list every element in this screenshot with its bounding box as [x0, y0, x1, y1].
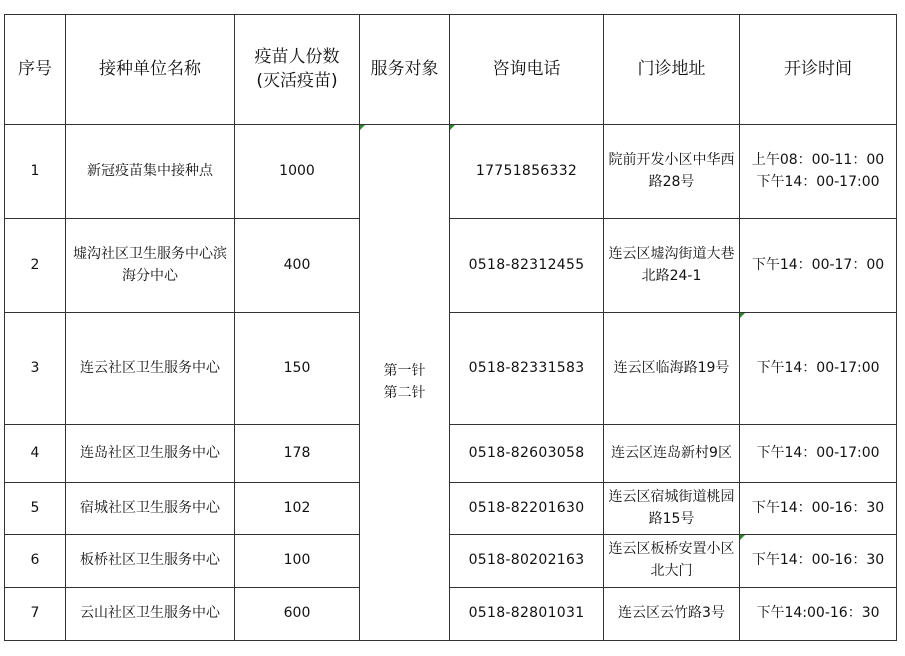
cell-hours: 下午14:00-16：30 — [740, 588, 897, 641]
cell-unit-name: 连岛社区卫生服务中心 — [66, 425, 235, 483]
cell-unit-name: 墟沟社区卫生服务中心滨海分中心 — [66, 219, 235, 313]
cell-address: 院前开发小区中华西路28号 — [604, 125, 740, 219]
cell-index: 2 — [5, 219, 66, 313]
service-target-line1: 第一针 — [383, 362, 426, 379]
cell-phone: 0518-82801031 — [450, 588, 604, 641]
cell-corner-mark — [360, 125, 365, 130]
table-row — [5, 313, 897, 425]
cell-phone — [450, 125, 604, 219]
cell-index: 4 — [5, 425, 66, 483]
cell-doses: 150 — [235, 313, 360, 425]
cell-unit-name: 云山社区卫生服务中心 — [66, 588, 235, 641]
table-row — [5, 483, 897, 535]
cell-hours-line2: 下午14：00-17:00 — [756, 173, 880, 190]
cell-index: 1 — [5, 125, 66, 219]
cell-hours — [740, 535, 897, 588]
table-row — [5, 535, 897, 588]
cell-hours-text: 下午14：00-17:00 — [756, 359, 880, 376]
cell-doses: 100 — [235, 535, 360, 588]
cell-hours: 下午14：00-16：30 — [740, 483, 897, 535]
cell-corner-mark — [740, 313, 745, 318]
cell-doses: 600 — [235, 588, 360, 641]
header-target: 服务对象 — [360, 15, 450, 125]
cell-unit-name: 新冠疫苗集中接种点 — [66, 125, 235, 219]
cell-hours-text: 下午14：00-16：30 — [751, 552, 885, 569]
cell-doses: 400 — [235, 219, 360, 313]
cell-phone: 0518-82201630 — [450, 483, 604, 535]
service-target-line2: 第二针 — [383, 384, 426, 401]
cell-corner-mark — [450, 125, 455, 130]
cell-doses: 1000 — [235, 125, 360, 219]
header-doses — [235, 15, 360, 125]
cell-unit-name: 宿城社区卫生服务中心 — [66, 483, 235, 535]
cell-service-target — [360, 125, 450, 641]
cell-phone-text: 17751856332 — [475, 162, 578, 179]
cell-address: 连云区墟沟街道大巷北路24-1 — [604, 219, 740, 313]
header-phone: 咨询电话 — [450, 15, 604, 125]
header-doses-line2: (灭活疫苗) — [256, 70, 338, 91]
cell-phone: 0518-80202163 — [450, 535, 604, 588]
cell-address: 连云区板桥安置小区北大门 — [604, 535, 740, 588]
cell-hours: 下午14：00-17:00 — [740, 425, 897, 483]
cell-index: 6 — [5, 535, 66, 588]
cell-phone: 0518-82603058 — [450, 425, 604, 483]
cell-index: 7 — [5, 588, 66, 641]
cell-unit-name: 连云社区卫生服务中心 — [66, 313, 235, 425]
cell-doses: 178 — [235, 425, 360, 483]
cell-phone: 0518-82331583 — [450, 313, 604, 425]
header-doses-line1: 疫苗人份数 — [254, 46, 340, 67]
cell-index: 3 — [5, 313, 66, 425]
table-row — [5, 425, 897, 483]
vaccination-sites-table — [4, 14, 897, 641]
cell-corner-mark — [740, 535, 745, 540]
table-row — [5, 588, 897, 641]
table-row — [5, 125, 897, 219]
header-unit-name: 接种单位名称 — [66, 15, 235, 125]
cell-address: 连云区宿城街道桃园路15号 — [604, 483, 740, 535]
cell-index: 5 — [5, 483, 66, 535]
cell-doses: 102 — [235, 483, 360, 535]
cell-hours — [740, 313, 897, 425]
table-row — [5, 219, 897, 313]
cell-address: 连云区临海路19号 — [604, 313, 740, 425]
cell-address: 连云区连岛新村9区 — [604, 425, 740, 483]
cell-hours — [740, 125, 897, 219]
cell-phone: 0518-82312455 — [450, 219, 604, 313]
header-hours: 开诊时间 — [740, 15, 897, 125]
cell-hours-line1: 上午08：00-11：00 — [751, 151, 885, 168]
header-address: 门诊地址 — [604, 15, 740, 125]
header-row — [5, 15, 897, 125]
cell-address: 连云区云竹路3号 — [604, 588, 740, 641]
cell-unit-name: 板桥社区卫生服务中心 — [66, 535, 235, 588]
cell-hours: 下午14：00-17：00 — [740, 219, 897, 313]
header-index: 序号 — [5, 15, 66, 125]
